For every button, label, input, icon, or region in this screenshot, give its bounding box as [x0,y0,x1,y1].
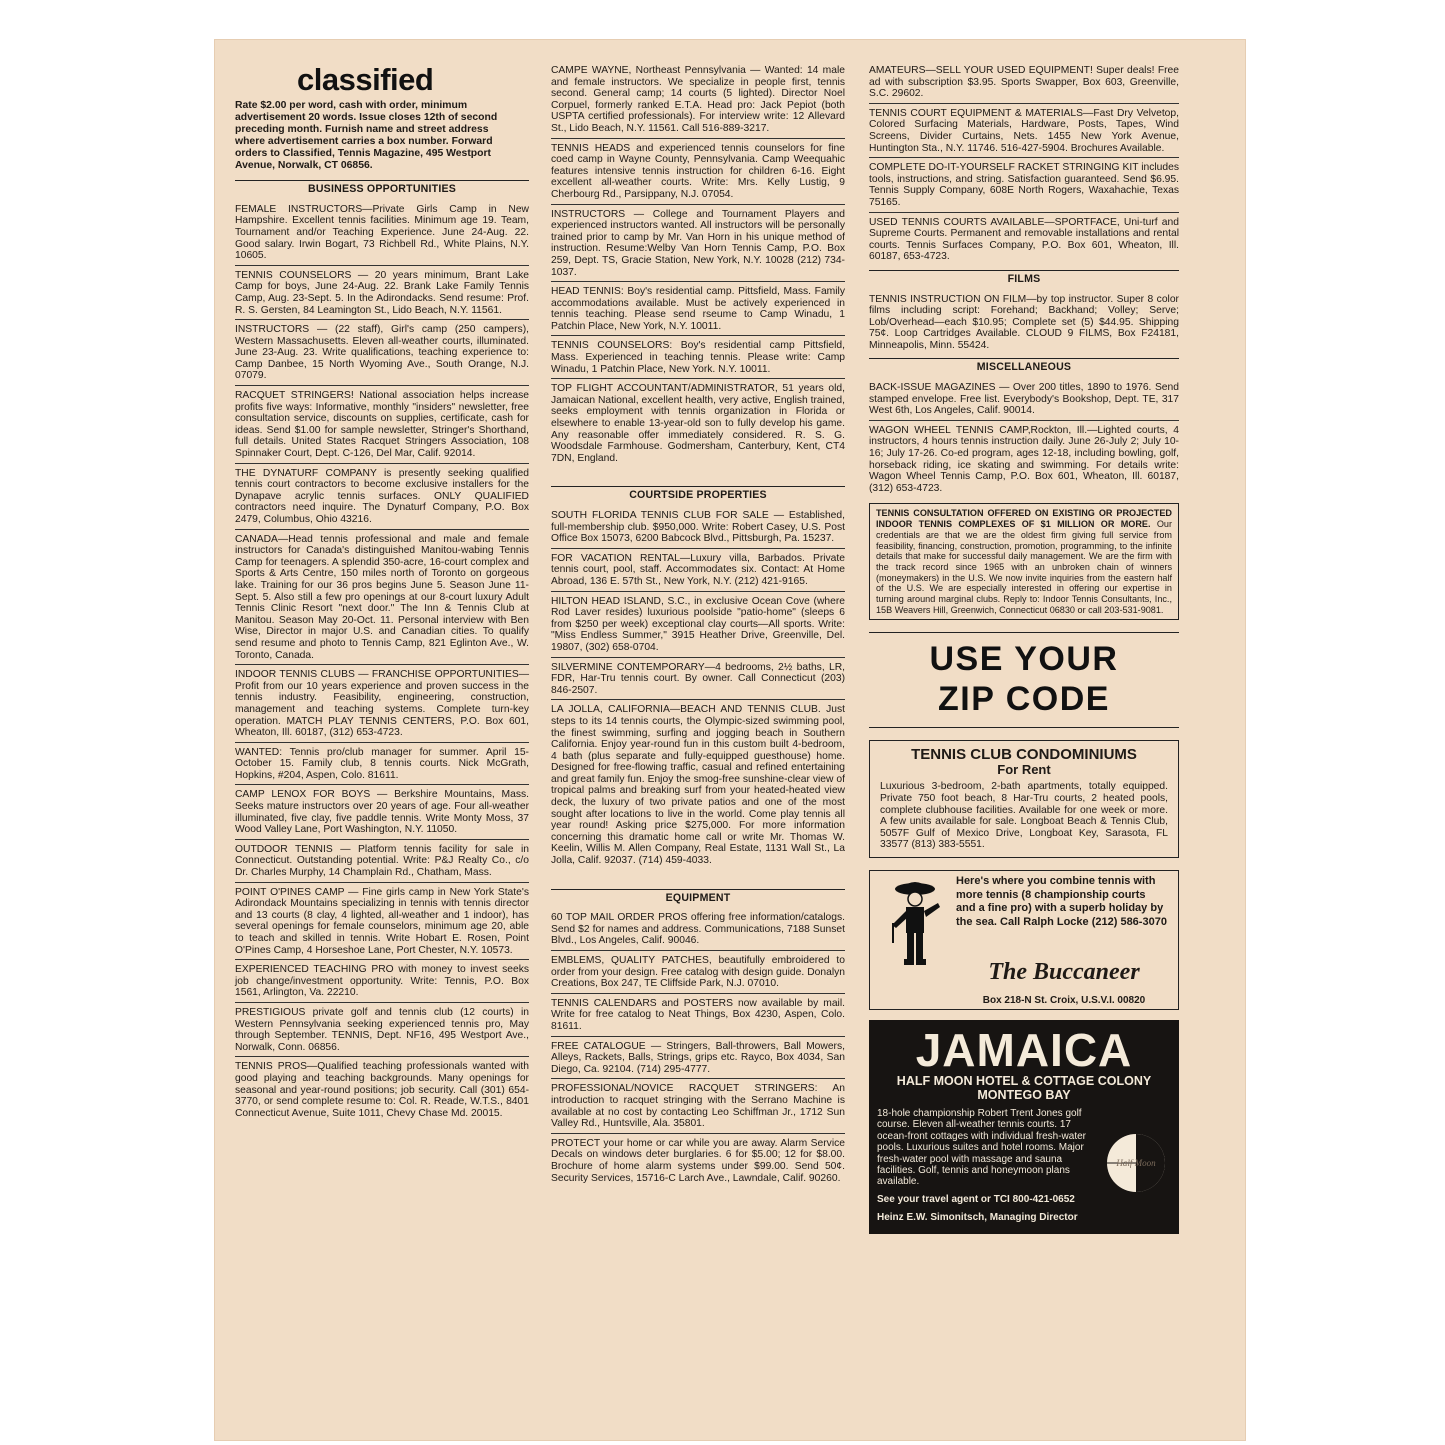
classified-ad: PRESTIGIOUS private golf and tennis club (12 courts) in Western Pennsylvania seeking experienced tennis pro, May through September. TENNIS, Dept. NF16, 495 Westport Ave., Norwalk, Conn. 06856. [235,1006,529,1057]
jamaica-agent: See your travel agent or TCI 800-421-0652 [877,1193,1075,1205]
classified-ad: TENNIS COUNSELORS — 20 years minimum, Brant Lake Camp for boys, June 24-Aug. 22. Brank Lake Family Tennis Camp, Aug. 23-Sept. 5. In the Adirondacks. Send resume: Prof. R. S. Gersten, 84 Leamington St., Lido Beach, N.Y. 11561. [235,269,529,320]
classified-ad: EMBLEMS, QUALITY PATCHES, beautifully embroidered to order from your design. Free catalog with design guide. Donalyn Creations, Box 247, TE Cliffside Park, N.J. 07010. [551,954,845,994]
classified-ad: OUTDOOR TENNIS — Platform tennis facility for sale in Connecticut. Outstanding potential. Write: P&J Realty Co., c/o Dr. Charles Murphy, 14 Champlain Rd., Chatham, Mass. [235,843,529,883]
classified-ad: TOP FLIGHT ACCOUNTANT/ADMINISTRATOR, 51 years old, Jamaican National, excellent health, very active, English trained, seeks employment with tennis organization in Florida or elsewhere to enable 13-year-old son to fully develop his game. Any reasonable offer immediately considered. R. S. G. Woodsdale Farmhouse. Godmersham, Canterbury, Kent, CT4 7DN, England. [551,383,845,464]
classified-ad: TENNIS COUNSELORS: Boy's residential camp Pittsfield, Mass. Experienced in teaching tennis. Please write: Camp Winadu, 1 Patchin Place, New York. N.Y. 10011. [551,339,845,379]
classified-ad: HEAD TENNIS: Boy's residential camp. Pittsfield, Mass. Family accommodations available. Must be actively experienced in tennis teaching. Please send rseume to Camp Winadu, 1 Patchin Place, New York, N.Y. 10011. [551,285,845,336]
buccaneer-text: Here's where you combine tennis with more tennis (8 championship courts and a fine pro) with a superb holiday by the sea. Call Ralph Locke (212) 586-3070 [956,875,1167,928]
classified-ad: FREE CATALOGUE — Stringers, Ball-throwers, Ball Mowers, Alleys, Rackets, Balls, Strings, grips etc. Rayco, Box 4034, San Diego, Ca. 92104. (714) 295-4777. [551,1040,845,1080]
condominium-body: Luxurious 3-bedroom, 2-bath apartments, totally equipped. Private 750 foot beach, 8 Har-Tru courts, 2 heated pools, complete clubhouse facilities. Available for one week or more. A few units available for sale. Longboat Beach & Tennis Club, 5057F Gulf of Mexico Drive, Longboat Key, Sarasota, FL 33577 (813) 383-5551. [880,781,1168,851]
classified-ad: CANADA—Head tennis professional and male and female instructors for Canada's distinguished Manitou-wabing Tennis Camp for teenagers. A splendid 350-acre, 16-court complex and Sports & Arts Centre, 150 miles north of Toronto on gorgeous lake. Training for our 36 pros begins June 5. Season June 11-Sept. 5. Also still a few pro openings at our 8-court luxury Adult Tennis Clinic Resort "next door." The Inn & Tennis Club at Manitou. Season May 20-Oct. 11. Personal interview with Ben Wise, Director in major U.S. and Canadian cities. To qualify send resume and photo to Tennis Camp, 821 Eglinton Ave., W. Toronto, Canada. [235,533,529,666]
zip-line-1: USE YOUR [929,640,1119,679]
classified-ad: 60 TOP MAIL ORDER PROS offering free information/catalogs. Send $2 for names and address. Communications, 7188 Sunset Blvd., Los Angeles, Calif. 90046. [551,911,845,951]
rate-info: Rate $2.00 per word, cash with order, minimum advertisement 20 words. Issue closes 12th of second preceding month. Furnish name and street address where advertisement carries a box number. Forward orders to Classified, Tennis Magazine, 495 Westport Avenue, Norwalk, CT 06856. [235,99,498,172]
classified-ad: TENNIS HEADS and experienced tennis counselors for fine coed camp in Wayne County, Pennsylvania. Camp Weequahic features intensive tennis instruction for children 6-16. Eight excellent all-weather courts. Write: Mrs. Kelly Lustig, 9 Cherbourg Rd., Parsippany, N.J. 07054. [551,142,845,205]
classified-ad: AMATEURS—SELL YOUR USED EQUIPMENT! Super deals! Free ad with subscription $3.95. Sports Swapper, Box 603, Greenville, S.C. 29602. [869,64,1179,104]
business-ads [235,203,529,1123]
classified-ad: WAGON WHEEL TENNIS CAMP,Rockton, Ill.—Lighted courts, 4 instructors, 4 hours tennis instruction daily. June 26-July 2; July 10-16; July 17-26. Co-ed program, ages 12-18, including bowling, golf, horseback riding, ice skating and swimming. For details write: Wagon Wheel Tennis Camp, P.O. Box 601, Wheaton, Ill. 60187, (312) 653-4723. [869,424,1179,494]
column-1 [235,64,529,1125]
classified-ad: PROTECT your home or car while you are away. Alarm Service Decals on windows deter burglaries. 6 for $5.00; 12 for $8.00. Brochure of home alarm systems under $99.00. Send 50¢. Security Services, 15716-C Larch Ave., Lawndale, Calif. 90260. [551,1137,845,1184]
column-3 [869,64,1179,1234]
business-ads-continued [551,64,845,467]
consultation-ad [869,503,1179,620]
classified-ad: INDOOR TENNIS CLUBS — FRANCHISE OPPORTUNITIES—Profit from our 10 years experience and proven success in the tennis industry. Feasibility, engineering, construction, management and teaching systems. Complete turn-key operation. MATCH PLAY TENNIS CENTERS, P.O. Box 601, Wheaton, Ill. 60187, (312) 653-4723. [235,668,529,743]
classified-ad: EXPERIENCED TEACHING PRO with money to invest seeks job change/investment opportunity. Write: Tennis, P.O. Box 1561, Arlington, Va. 22210. [235,963,529,1003]
consultation-body: Our credentials are that we are the oldest firm giving full service from feasibility, financing, construction, promotion, programming, to the infinite details that make for successful daily management. We are the firm with the track record since 1965 with an unbroken chain of winners (moneymakers) in the U.S. We now invite inquiries from the eastern half of the U.S. We are especially interested in offering our expertise in turning around marginal clubs. Reply to: Indoor Tennis Consultants, Inc., 15B Weavers Hill, Greenwich, Connecticut 06830 or call 203-531-9081. [876,519,1173,615]
jamaica-hotel-name: HALF MOON HOTEL & COTTAGE COLONY [896,1074,1152,1088]
section-heading-films: FILMS [869,270,1179,287]
section-heading-misc: MISCELLANEOUS [869,358,1179,375]
jamaica-body: 18-hole championship Robert Trent Jones golf course. Eleven all-weather tennis courts. 17 ocean-front cottages with individual fresh-water pools. Luxurious suites and hotel rooms. Major fresh-water pool with massage and sauna facilities. Golf, tennis and honeymoon plans available. [877,1108,1086,1188]
jamaica-location: MONTEGO BAY [977,1088,1071,1102]
courtside-ads [551,509,845,870]
section-heading-courtside: COURTSIDE PROPERTIES [551,486,845,503]
classified-ad: INSTRUCTORS — (22 staff), Girl's camp (250 campers), Western Massachusetts. Eleven all-weather courts, illuminated. June 23-Aug. 23. Write qualifications, teaching experience to: Camp Danbee, 15 North Wyoming Ave., South Orange, N.J. 07079. [235,323,529,386]
classified-ad: CAMPE WAYNE, Northeast Pennsylvania — Wanted: 14 male and female instructors. We specialize in people first, tennis second. General camp; 14 courts (5 lighted). Director Noel Corpuel, formerly ranked E.T.A. Head pro: Jack Pepiot (both USPTA certified professionals). For interview write: 12 Allevard St., Lido Beach, N.Y. 11561. Call 516-889-3217. [551,64,845,139]
equipment-ads-continued [869,64,1179,266]
zip-code-banner [869,632,1179,728]
classified-ad: HILTON HEAD ISLAND, S.C., in exclusive Ocean Cove (where Rod Laver resides) luxurious poolside "patio-home" (sleeps 6 from $250 per week) exceptional clay courts—All sports. Write: "Miss Endless Summer," 3915 Heather Drive, Greenville, Del. 19807, (302) 658-0704. [551,595,845,658]
buccaneer-ad [869,870,1179,1010]
jamaica-director: Heinz E.W. Simonitsch, Managing Director [877,1211,1078,1223]
classified-ad: TENNIS CALENDARS and POSTERS now available by mail. Write for free catalog to Neat Things, Box 4230, Aspen, Colo. 81611. [551,997,845,1037]
section-heading-equipment: EQUIPMENT [551,889,845,906]
classified-ad: SOUTH FLORIDA TENNIS CLUB FOR SALE — Established, full-membership club. $950,000. Write: Robert Casey, U.S. Post Office Box 15073, 6200 Babcock Blvd., Pittsburgh, Pa. 15237. [551,509,845,549]
classified-ad: BACK-ISSUE MAGAZINES — Over 200 titles, 1890 to 1976. Send stamped envelope. Free list. Everybody's Bookshop, Dept. TE, 317 West 6th, Los Angeles, Calif. 90014. [869,381,1179,421]
classified-ad: FEMALE INSTRUCTORS—Private Girls Camp in New Hampshire. Excellent tennis facilities. Minimum age 19. Team, Tournament and/or Teaching Experience. June 24-Aug. 22. Good salary. Irwin Bogart, 73 Richbell Rd., White Plains, N.Y. 10605. [235,203,529,266]
buccaneer-logo: The Buccaneer [988,959,1140,985]
jamaica-ad [869,1020,1179,1234]
classified-ad: TENNIS PROS—Qualified teaching professionals wanted with good playing and teaching backgrounds. Many openings for seasonal and year-round positions; job security. Call (301) 654-3770, or send complete resume to: Col. R. Reade, W.T.S., 8401 Connecticut Avenue, Suite 1011, Chevy Chase Md. 20015. [235,1061,529,1119]
classified-ad: USED TENNIS COURTS AVAILABLE—SPORTFACE, Uni-turf and Supreme Courts. Permanent and removable installations and rental courts. Tennis Surfaces Company, P.O. Box 601, Wheaton, Ill. 60187, 653-4723. [869,216,1179,263]
misc-ads [869,381,1179,497]
classified-ad: CAMP LENOX FOR BOYS — Berkshire Mountains, Mass. Seeks mature instructors over 20 years of age. Four all-weather illuminated, five clay, five paddle tennis. Write Monty Moss, 37 Wood Valley Lane, Port Washington, N.Y. 11050. [235,788,529,839]
classified-ad: TENNIS INSTRUCTION ON FILM—by top instructor. Super 8 color films including script: Forehand; Backhand; Volley; Serve; Lob/Overhead—each $10.95; Complete set (5) $44.95. Shipping 75¢. Loop Cartridges Available. CLOUD 9 FILMS, Box F24181, Minneapolis, Minn. 55424. [869,293,1179,351]
classified-ad: INSTRUCTORS — College and Tournament Players and experienced instructors wanted. All instructors will be personally trained prior to camp by Mr. Van Horn in his unique method of instruction. Resume:Welby Van Horn Tennis Camp, P.O. Box 259, Dept. TS, Gracie Station, New York, N.Y. 10028 (212) 734-1037. [551,208,845,283]
consultation-lead: TENNIS CONSULTATION OFFERED ON EXISTING OR PROJECTED INDOOR TENNIS COMPLEXES OF $1 MILLION OR MORE. [876,508,1172,530]
classified-ad: THE DYNATURF COMPANY is presently seeking qualified tennis court contractors to become exclusive installers for the Dynapave acrylic tennis surfaces. ONLY QUALIFIED contractors need inquire. The Dynaturf Company, P.O. Box 2479, Columbus, Ohio 43216. [235,467,529,530]
classified-ad: POINT O'PINES CAMP — Fine girls camp in New York State's Adirondack Mountains specializing in tennis with tennis director and 13 courts (8 clay, 4 lighted, all-weather and 1 indoor), has several openings for female counselors, minimum age 20, able to teach and skilled in tennis. Write Hobart E. Rosen, Point O'Pines Camp, 4 Horseshoe Lane, Port Chester, N.Y. 10573. [235,886,529,961]
buccaneer-address: Box 218-N St. Croix, U.S.V.I. 00820 [982,995,1146,1006]
classified-ad: COMPLETE DO-IT-YOURSELF RACKET STRINGING KIT includes tools, instructions, and string. Satisfaction guaranteed. Send $6.95. Tennis Supply Company, 608E North Rogers, Waxahachie, Texas 75165. [869,161,1179,212]
classified-ad: PROFESSIONAL/NOVICE RACQUET STRINGERS: An introduction to racquet stringing with the Serrano Machine is available at no cost by contacting Leo Schiffman Jr., 1712 Sun Valley Rd., Huntsville, Ala. 35801. [551,1082,845,1133]
condominium-subtitle: For Rent [997,762,1051,778]
condominium-ad [869,740,1179,858]
classified-ad: LA JOLLA, CALIFORNIA—BEACH AND TENNIS CLUB. Just steps to its 14 tennis courts, the Olympic-sized swimming pool, the finest swimming, surfing and jogging beach in Southern California. Enjoy year-round fun in this custom built 4-bedroom, 4 bath (plus separate and fully-equipped guesthouse) home. Designed for free-flowing traffic, casual and refined entertaining and great family fun. Enjoy the smog-free sunshine-clear view of tropical palms and breaking surf from your heated-heated view deck, the luxury of two private patios and one of the most sought after locations to live in the world. Come play tennis all year round! Asking price $275,000. For more information concerning this dramatic home call or write Mr. Thomas W. Keelin, Willis M. Allen Company, Real Estate, 1131 Wall St., La Jolla, Calif. 92037. (714) 459-4033. [551,704,845,867]
classified-ad: TENNIS COURT EQUIPMENT & MATERIALS—Fast Dry Velvetop, Colored Surfacing Materials, Hardware, Posts, Tapes, Wind Screens, Divider Curtains, Nets. 1455 New York Avenue, Huntington Sta., N.Y. 11746. 516-427-5904. Brochures Available. [869,107,1179,158]
pirate-figure-icon [880,879,950,971]
magazine-page [215,40,1245,1440]
half-moon-seal-text: Half Moon [1116,1158,1156,1168]
films-ads [869,293,1179,355]
page-title: classified [297,62,434,97]
zip-line-2: ZIP CODE [938,680,1110,719]
classified-ad: FOR VACATION RENTAL—Luxury villa, Barbados. Private tennis court, pool, staff. Accommodates six. Contact: At Home Abroad, 136 E. 57th St., New York, N.Y. (212) 421-9165. [551,552,845,592]
equipment-ads [551,911,845,1187]
jamaica-title: JAMAICA [915,1024,1133,1076]
column-2 [551,64,845,1190]
classified-ad: WANTED: Tennis pro/club manager for summer. April 15-October 15. Family club, 8 tennis courts. Nick McGrath, Hopkins, #204, Aspen, Colo. 81611. [235,746,529,786]
classified-ad: RACQUET STRINGERS! National association helps increase profits five ways: Informative, monthly "insiders" newsletter, free consultation service, discounts on supplies, certificate, cash for ideas. Send $1.00 for sample newsletter, Stringer's Shorthand, full details. United States Racquet Stringers Association, 108 Spinnaker Court, Dept. C-126, Del Mar, Calif. 92014. [235,389,529,464]
half-moon-seal-icon [1105,1132,1167,1194]
section-heading-business: BUSINESS OPPORTUNITIES [235,180,529,197]
classified-ad: SILVERMINE CONTEMPORARY—4 bedrooms, 2½ baths, LR, FDR, Har-Tru tennis court. By owner. Call Connecticut (203) 846-2507. [551,661,845,701]
condominium-title: TENNIS CLUB CONDOMINIUMS [911,746,1137,764]
